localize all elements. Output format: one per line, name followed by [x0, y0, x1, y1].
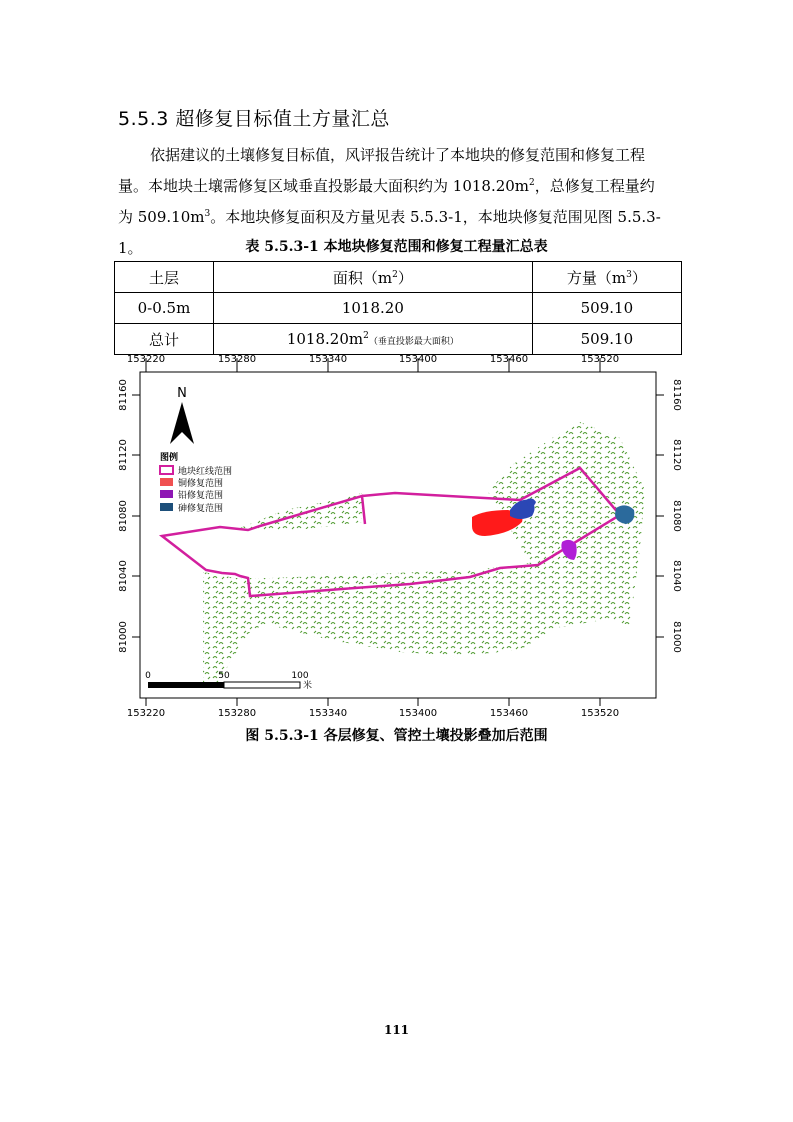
- y-tick-label: 81160: [118, 379, 129, 411]
- y-tick-label: 81000: [118, 621, 129, 653]
- header-area: 面积$(m^2)$: [213, 262, 532, 293]
- y-tick-label: 81080: [671, 500, 682, 532]
- y-tick-label: 81120: [118, 439, 129, 471]
- x-tick-label: 153400: [398, 354, 438, 365]
- y-tick-label: 81040: [118, 560, 129, 592]
- legend-item: 地块红线范围: [178, 467, 233, 477]
- paragraph-line-3: 为 $509.10m^3$。本地块修复面积及方量见表 5.5.3-1，本地块修复范围见图 5.5.3-1。: [118, 208, 661, 257]
- x-tick-label: 153520: [580, 708, 620, 719]
- table-caption: 表 5.5.3-1 本地块修复范围和修复工程量汇总表: [245, 239, 548, 255]
- paragraph-line-1: 依据建议的土壤修复目标值，风评报告统计了本地块的修复范围和修复工程: [150, 146, 646, 164]
- paragraph-line-2: 量。本地块土壤需修复区域垂直投影最大面积约为 $1018.20m^2$，总修复工程量约: [118, 177, 655, 195]
- legend-item: 砷修复范围: [178, 504, 224, 514]
- y-tick-label: 81080: [118, 500, 129, 532]
- x-tick-label: 153220: [126, 354, 166, 365]
- y-tick-label: 81040: [671, 560, 682, 592]
- x-tick-label: 153280: [217, 708, 257, 719]
- x-tick-label: 153460: [489, 708, 529, 719]
- cell-layer: 0-0.5m: [115, 293, 214, 324]
- site-map-svg: [100, 350, 690, 720]
- legend-item: 铜修复范围: [178, 479, 224, 489]
- svg-text:米: 米: [303, 681, 313, 691]
- y-tick-label: 81120: [671, 439, 682, 471]
- header-volume: 方量$(m^3)$: [532, 262, 681, 293]
- header-layer: 土层: [115, 262, 214, 293]
- figure-caption: 图 5.5.3-1 各层修复、管控土壤投影叠加后范围: [245, 728, 548, 744]
- x-ticks-top: [146, 358, 600, 372]
- cell-area: 1018.20: [213, 293, 532, 324]
- site-map: [100, 350, 690, 720]
- legend-swatch-arsenic: [160, 503, 173, 511]
- summary-table: [114, 261, 682, 355]
- legend-item: 铅修复范围: [178, 491, 224, 501]
- svg-text:50: 50: [218, 671, 230, 681]
- page-number: 111: [383, 1023, 410, 1037]
- x-tick-label: 153520: [580, 354, 620, 365]
- x-tick-label: 153340: [308, 354, 348, 365]
- cell-volume: 509.10: [532, 293, 681, 324]
- cell-area: $1018.20m^2$（垂直投影最大面积）: [213, 324, 532, 355]
- legend-swatch-copper: [160, 478, 173, 486]
- legend-title: 图例: [160, 453, 179, 463]
- table-header-row: [115, 262, 682, 293]
- svg-text:N: N: [177, 386, 187, 401]
- legend-swatch-lead: [160, 490, 173, 498]
- x-tick-label: 153460: [489, 354, 529, 365]
- x-tick-label: 153400: [398, 708, 438, 719]
- svg-text:0: 0: [145, 671, 151, 681]
- y-tick-label: 81160: [671, 379, 682, 411]
- y-tick-label: 81000: [671, 621, 682, 653]
- table-row: [115, 293, 682, 324]
- cell-volume: 509.10: [532, 324, 681, 355]
- cell-layer: 总计: [115, 324, 214, 355]
- x-tick-label: 153340: [308, 708, 348, 719]
- x-ticks-bottom: [146, 698, 600, 706]
- svg-text:100: 100: [291, 671, 309, 681]
- x-tick-label: 153220: [126, 708, 166, 719]
- section-heading: 5.5.3 超修复目标值土方量汇总: [118, 108, 390, 130]
- x-tick-label: 153280: [217, 354, 257, 365]
